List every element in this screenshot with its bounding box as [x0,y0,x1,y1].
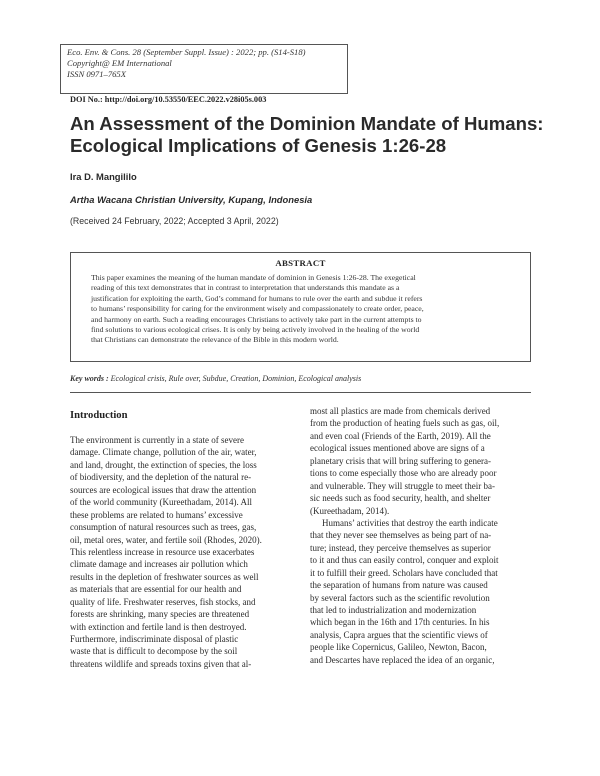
body-line: consumption of natural resources such as trees, gas, [70,522,257,533]
keywords-list: Ecological crisis, Rule over, Subdue, Creation, Dominion, Ecological analysis [110,374,362,383]
page-title [70,113,550,157]
body-line: quality of life. Freshwater reserves, fish stocks, and [70,596,256,607]
body-line: by several factors such as the scientific revolution [310,592,490,603]
body-line: to it and thus can easily control, conquer and exploit [310,555,499,566]
doi-link[interactable]: DOI No.: http://doi.org/10.53550/EEC.2022.v28i05s.003 [70,95,267,104]
body-line: of the world community (Kureethadam, 2014). All [70,497,252,508]
author-name: Ira D. Mangililo [70,171,137,182]
journal-info-box [60,44,348,94]
body-line: The environment is currently in a state of severe [70,435,244,445]
abstract-box [70,252,531,362]
body-line: This relentless increase in resource use exacerbates [70,546,255,557]
body-line: of biodiversity, and the depletion of the natural re- [70,472,252,483]
body-line: as materials that are essential for our health and [70,584,242,595]
section-divider [70,392,531,393]
abstract-heading: ABSTRACT [275,258,326,268]
body-column-right [310,405,534,666]
body-line: sic needs such as food security, health, and shelter [310,493,491,504]
body-line: these problems are related to humans’ excessive [70,509,243,520]
body-line: that they never see themselves as being part of na- [310,530,492,541]
keywords [70,374,361,383]
body-line: with extinction and fertile land is then destroyed. [70,621,247,632]
body-column-left [70,434,294,670]
author-affiliation: Artha Wacana Christian University, Kupang, Indonesia [70,194,313,205]
body-line: Humans’ activities that destroy the earth indicate [322,517,498,528]
body-line: from the production of heating fuels such as gas, oil, [310,418,500,429]
body-line: and even coal (Friends of the Earth, 2019). All the [310,430,491,441]
body-line: sources are ecological issues that draw the attention [70,484,257,495]
abstract-line: justification for exploiting the earth, God’s command for humans to rule over the earth and subdue it refers [91,293,423,303]
body-line: and vulnerable. They will struggle to meet their ba- [310,480,496,491]
body-line: threatens wildlife and spreads toxins given that al- [70,658,252,669]
body-line: oil, metal ores, water, and fertile soil (Rhodes, 2020). [70,534,262,545]
title-line: Ecological Implications of Genesis 1:26-28 [70,135,447,156]
body-line: climate damage and increases air pollution which [70,559,248,570]
body-line: damage. Climate change, pollution of the air, water, [70,447,257,458]
body-line: waste that is difficult to decompose by the soil [70,646,238,657]
abstract-line: and harmony on earth. Such a reading encourages Christians to actively take part in the current attempts to [91,314,422,324]
abstract-line: find solutions to various ecological crises. It is only by being actively involved in the healing of the world [91,325,420,335]
body-line: forests are shrinking, many species are threatened [70,609,250,620]
abstract-line: This paper examines the meaning of the human mandate of dominion in Genesis 1:26-28. The exegetical [91,273,416,282]
body-line: the separation of humans from nature was caused [310,580,488,591]
abstract-line: that Christians can demonstrate the relevance of the Bible in this modern world. [91,335,339,345]
abstract-line: to humans’ responsibility for caring for the environment wisely and compassionately to create order, peace, [91,304,424,314]
body-line: Furthermore, indiscriminate disposal of plastic [70,634,239,644]
body-line: planetary crisis that will bring suffering to genera- [310,455,492,466]
body-line: and Descartes have replaced the idea of an organic, [310,654,495,665]
body-line: most all plastics are made from chemicals derived [310,406,491,416]
body-line: and land, drought, the extinction of species, the loss [70,459,257,470]
body-line: (Kureethadam, 2014). [310,505,390,516]
journal-citation: Eco. Env. & Cons. 28 (September Suppl. Issue) : 2022; pp. (S14-S18) [67,47,306,57]
body-line: which began in the 16th and 17th centuries. In his [310,617,490,628]
abstract-text [91,273,510,346]
introduction-heading: Introduction [70,410,128,421]
abstract-line: reading of this text demonstrates that in contrast to interpretation that understands this mandate as a [91,283,400,293]
body-line: ecological issues mentioned above are signs of a [310,443,485,454]
body-line: that led to industrialization and modernization [310,605,477,615]
keywords-label: Key words : [70,374,109,383]
body-line: analysis, Capra argues that the scientific views of [310,629,488,640]
body-line: tions to come especially those who are already poor [310,468,497,479]
title-line: An Assessment of the Dominion Mandate of Humans: [70,113,544,134]
received-dates: (Received 24 February, 2022; Accepted 3 April, 2022) [70,216,279,226]
journal-issn: ISSN 0971–765X [67,69,126,80]
body-line: people like Copernicus, Galileo, Newton, Bacon, [310,642,487,653]
body-line: results in the depletion of freshwater sources as well [70,571,259,582]
journal-copyright: Copyright@ EM International [67,58,172,69]
body-line: it to fulfill their greed. Scholars have concluded that [310,567,498,578]
body-line: ture; instead, they perceive themselves as superior [310,542,491,553]
